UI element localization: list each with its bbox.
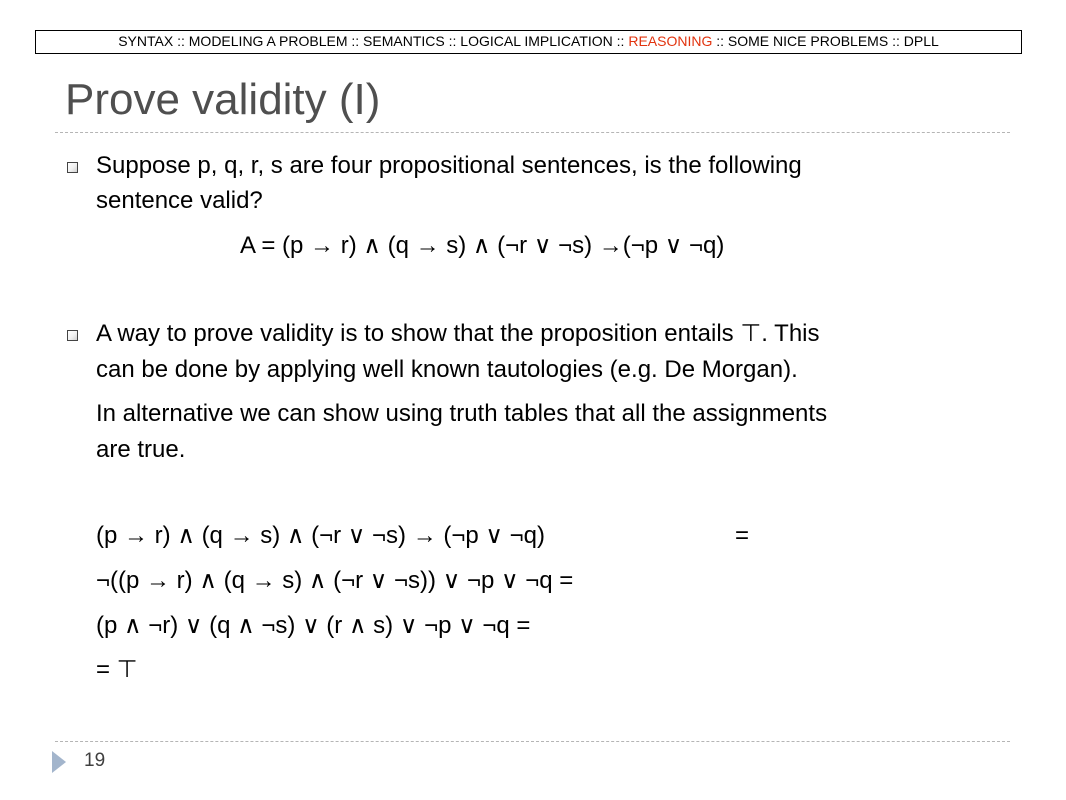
bullet-2-continuation-line-2: are true.: [96, 436, 186, 463]
breadcrumb-item-logical-implication[interactable]: LOGICAL IMPLICATION: [460, 33, 613, 49]
breadcrumb-item-syntax[interactable]: SYNTAX: [118, 33, 174, 49]
breadcrumb-separator: ::: [888, 33, 904, 49]
breadcrumb-separator: ::: [612, 33, 629, 49]
bullet-icon: [67, 162, 78, 173]
triangle-marker-icon: [52, 751, 66, 773]
breadcrumb-separator: ::: [173, 33, 189, 49]
breadcrumb-separator: ::: [347, 33, 364, 49]
bullet-1-line-1: Suppose p, q, r, s are four propositional sentences, is the following: [96, 152, 802, 179]
derivation-step-4: = ⊤: [96, 656, 138, 683]
bullet-2-line-1: A way to prove validity is to show that the proposition entails ⊤. This: [96, 320, 820, 347]
derivation-step-3: (p ∧ ¬r) ∨ (q ∧ ¬s) ∨ (r ∧ s) ∨ ¬p ∨ ¬q =: [96, 612, 531, 639]
breadcrumb-separator: ::: [444, 33, 461, 49]
bullet-1-line-2: sentence valid?: [96, 187, 263, 214]
breadcrumb-item-reasoning[interactable]: REASONING: [628, 33, 713, 49]
title-divider: [55, 132, 1010, 133]
breadcrumb-item-some-nice-problems[interactable]: SOME NICE PROBLEMS: [727, 33, 889, 49]
derivation-step-1: (p → r) ∧ (q → s) ∧ (¬r ∨ ¬s) → (¬p ∨ ¬q): [96, 522, 545, 549]
breadcrumb-item-dpll[interactable]: DPLL: [903, 33, 939, 49]
breadcrumb-item-modeling-a-problem[interactable]: MODELING A PROBLEM: [188, 33, 348, 49]
breadcrumb-separator: ::: [712, 33, 728, 49]
bullet-2-line-2: can be done by applying well known tautologies (e.g. De Morgan).: [96, 356, 798, 383]
breadcrumb-item-semantics[interactable]: SEMANTICS: [363, 33, 445, 49]
formula-a: A = (p → r) ∧ (q → s) ∧ (¬r ∨ ¬s) →(¬p ∨ ¬q): [240, 232, 725, 259]
breadcrumb: [35, 30, 1022, 54]
slide-title: Prove validity (I): [65, 75, 381, 124]
footer-divider: [55, 741, 1010, 742]
derivation-step-2: ¬((p → r) ∧ (q → s) ∧ (¬r ∨ ¬s)) ∨ ¬p ∨ ¬q =: [96, 567, 574, 594]
derivation-step-1-equals: =: [735, 522, 750, 549]
page-number: 19: [84, 750, 106, 771]
bullet-2-continuation-line-1: In alternative we can show using truth tables that all the assignments: [96, 400, 828, 427]
bullet-icon: [67, 330, 78, 341]
